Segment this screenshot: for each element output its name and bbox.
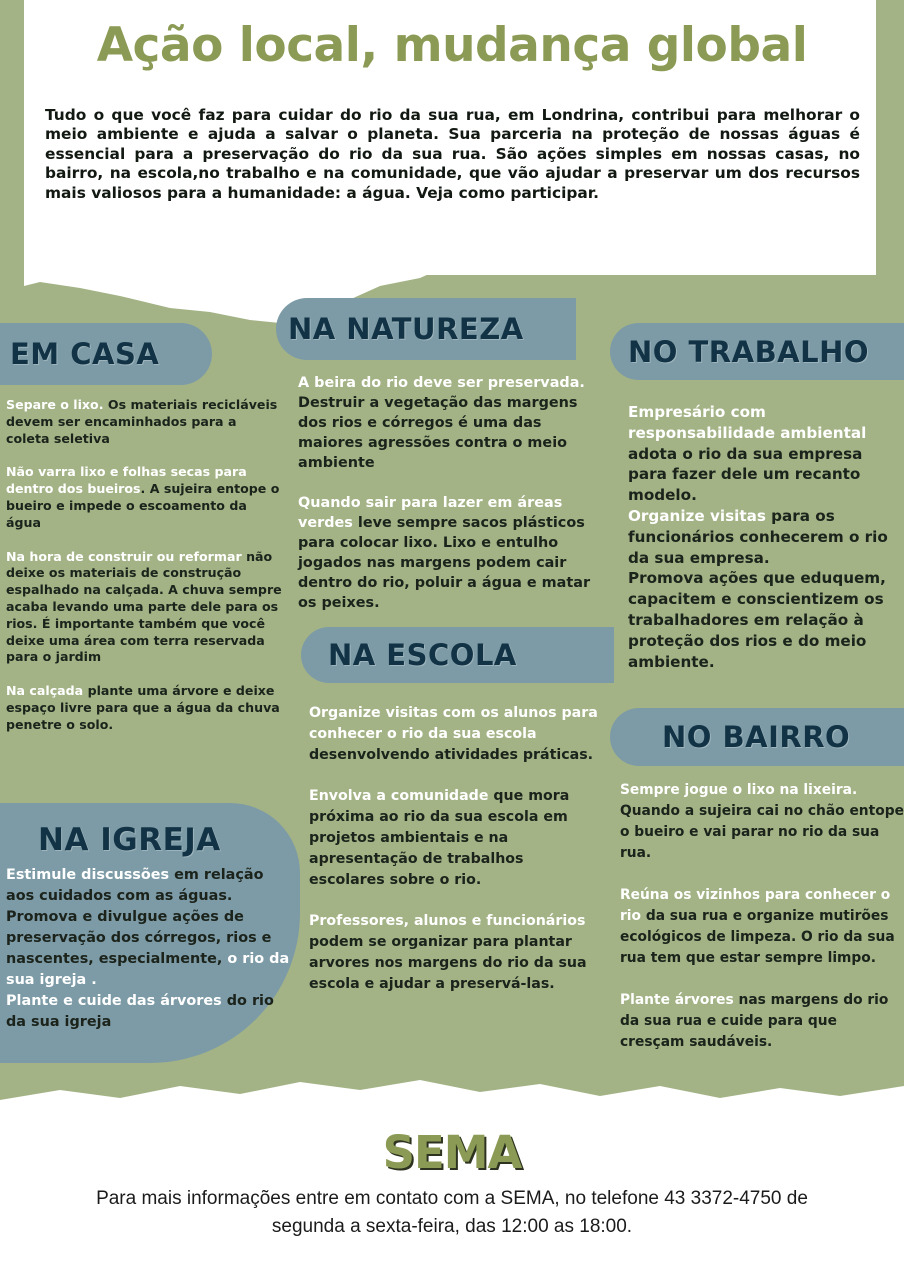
natureza-p2-highlight: Quando sair para lazer em áreas verdes bbox=[298, 495, 563, 531]
escola-p2-text: que mora próxima ao rio da sua escola em projetos ambientais e na apresentação de trabalhos escolares sobre o rio. bbox=[309, 788, 570, 888]
trabalho-p1-highlight: Empresário com responsabilidade ambiental bbox=[628, 403, 867, 442]
casa-p2-text: . A sujeira entope o bueiro e impede o escoamento da água bbox=[6, 481, 280, 530]
escola-paragraph-3 bbox=[309, 911, 599, 995]
igreja-p2-text: Promova e divulgue ações de preservação dos córregos, rios e nascentes, especialmente, bbox=[6, 909, 272, 967]
igreja-p2-highlight: o rio da sua igreja . bbox=[6, 951, 290, 988]
igreja-p3-text: do rio da sua igreja bbox=[6, 993, 274, 1030]
casa-p1-highlight: Separe o lixo. bbox=[6, 397, 104, 412]
casa-paragraph-1 bbox=[6, 397, 284, 447]
casa-p4-text: plante uma árvore e deixe espaço livre para que a água da chuva penetre o solo. bbox=[6, 683, 280, 732]
bairro-p3-text: nas margens do rio da sua rua e cuide para que cresçam saudáveis. bbox=[620, 992, 889, 1050]
natureza-p1-text: Destruir a vegetação das margens dos rios e córregos é uma das maiores agressões contra o meio ambiente bbox=[298, 395, 578, 471]
bairro-p2-highlight: Reúna os vizinhos para conhecer o rio bbox=[620, 887, 891, 924]
na-natureza-content bbox=[298, 373, 603, 613]
casa-p3-text: não deixe os materiais de construção espalhado na calçada. A chuva sempre acaba levando uma parte dele para os rios. É importante também que você deixe uma área com terra reservada para o jardim bbox=[6, 548, 282, 665]
natureza-p1-highlight: A beira do rio deve ser preservada. bbox=[298, 375, 585, 391]
bairro-p1-text: Quando a sujeira cai no chão entope o bueiro e vai parar no rio da sua rua. bbox=[620, 803, 904, 861]
natureza-paragraph-2 bbox=[298, 493, 603, 613]
escola-p1-highlight: Organize visitas com os alunos para conhecer o rio da sua escola bbox=[309, 705, 598, 742]
no-trabalho-content bbox=[628, 402, 890, 672]
contact-info: Para mais informações entre em contato com a SEMA, no telefone 43 3372-4750 de segunda a sexta-feira, das 12:00 as 18:00. bbox=[96, 1188, 808, 1237]
em-casa-content bbox=[6, 397, 284, 734]
casa-paragraph-4 bbox=[6, 683, 284, 733]
igreja-paragraph-3 bbox=[6, 991, 291, 1033]
escola-paragraph-2 bbox=[309, 786, 599, 891]
igreja-paragraph-2 bbox=[6, 907, 291, 991]
section-header-no-bairro: NO BAIRRO bbox=[610, 708, 904, 766]
casa-paragraph-3 bbox=[6, 549, 284, 667]
igreja-paragraph-1 bbox=[6, 865, 291, 907]
casa-paragraph-2 bbox=[6, 464, 284, 531]
bairro-p3-highlight: Plante árvores bbox=[620, 992, 734, 1008]
bairro-paragraph-3 bbox=[620, 990, 904, 1053]
section-header-na-igreja: NA IGREJA bbox=[38, 822, 221, 858]
section-header-em-casa: EM CASA bbox=[0, 323, 212, 385]
page-title: Ação local, mudança global bbox=[96, 18, 808, 73]
natureza-p2-text: leve sempre sacos plásticos para colocar lixo. Lixo e entulho jogados nas margens podem cair dentro do rio, poluir a água e matar os peixes. bbox=[298, 515, 591, 611]
section-header-no-trabalho: NO TRABALHO bbox=[610, 323, 904, 380]
casa-p1-text: Os materiais recicláveis devem ser encaminhados para a coleta seletiva bbox=[6, 397, 278, 446]
na-igreja-content bbox=[6, 865, 291, 1033]
bairro-paragraph-2 bbox=[620, 885, 904, 969]
escola-p1-text: desenvolvendo atividades práticas. bbox=[309, 747, 594, 763]
section-header-na-natureza: NA NATUREZA bbox=[276, 298, 576, 360]
natureza-paragraph-1 bbox=[298, 373, 603, 473]
casa-p4-highlight: Na calçada bbox=[6, 683, 84, 699]
trabalho-p2-text: para os funcionários conhecerem o rio da sua empresa. bbox=[628, 506, 888, 567]
casa-p2-highlight: Não varra lixo e folhas secas para dentro dos bueiros bbox=[6, 464, 247, 497]
section-header-na-escola: NA ESCOLA bbox=[301, 627, 614, 683]
escola-p2-highlight: Envolva a comunidade bbox=[309, 788, 489, 804]
trabalho-paragraph-2 bbox=[628, 506, 890, 568]
bairro-paragraph-1 bbox=[620, 780, 904, 864]
escola-p3-text: podem se organizar para plantar arvores nos margens do rio da sua escola e ajudar a preservá-las. bbox=[309, 934, 587, 992]
no-bairro-content bbox=[620, 780, 904, 1053]
intro-paragraph: Tudo o que você faz para cuidar do rio da sua rua, em Londrina, contribui para melhorar o meio ambiente e ajuda a salvar o planeta. Sua parceria na proteção de nossas águas é essencial para a preservação do rio da sua rua. São ações simples em nossas casas, no bairro, na escola,no trabalho e na comunidade, que vão ajudar a preservar um dos recursos mais valiosos para a humanidade: a água. Veja como participar. bbox=[45, 106, 860, 202]
casa-p3-highlight: Na hora de construir ou reformar bbox=[6, 548, 242, 564]
trabalho-p1-text: adota o rio da sua empresa para fazer dele um recanto modelo. bbox=[628, 444, 863, 505]
escola-paragraph-1 bbox=[309, 703, 599, 766]
igreja-p1-highlight: Estimule discussões bbox=[6, 867, 170, 883]
bairro-p2-text: da sua rua e organize mutirões ecológicos de limpeza. O rio da sua rua tem que estar sempre limpo. bbox=[620, 908, 895, 966]
trabalho-p2-highlight: Organize visitas bbox=[628, 506, 766, 525]
igreja-p3-highlight: Plante e cuide das árvores bbox=[6, 993, 222, 1009]
bairro-p1-highlight: Sempre jogue o lixo na lixeira. bbox=[620, 782, 858, 798]
trabalho-paragraph-1 bbox=[628, 402, 890, 506]
na-escola-content bbox=[309, 703, 599, 995]
igreja-p1-text: em relação aos cuidados com as águas. bbox=[6, 867, 264, 904]
escola-p3-highlight: Professores, alunos e funcionários bbox=[309, 913, 586, 929]
trabalho-paragraph-3: Promova ações que eduquem, capacitem e conscientizem os trabalhadores em relação à proteção dos rios e do meio ambiente. bbox=[628, 569, 886, 671]
sema-logo: SEMA bbox=[382, 1126, 522, 1179]
